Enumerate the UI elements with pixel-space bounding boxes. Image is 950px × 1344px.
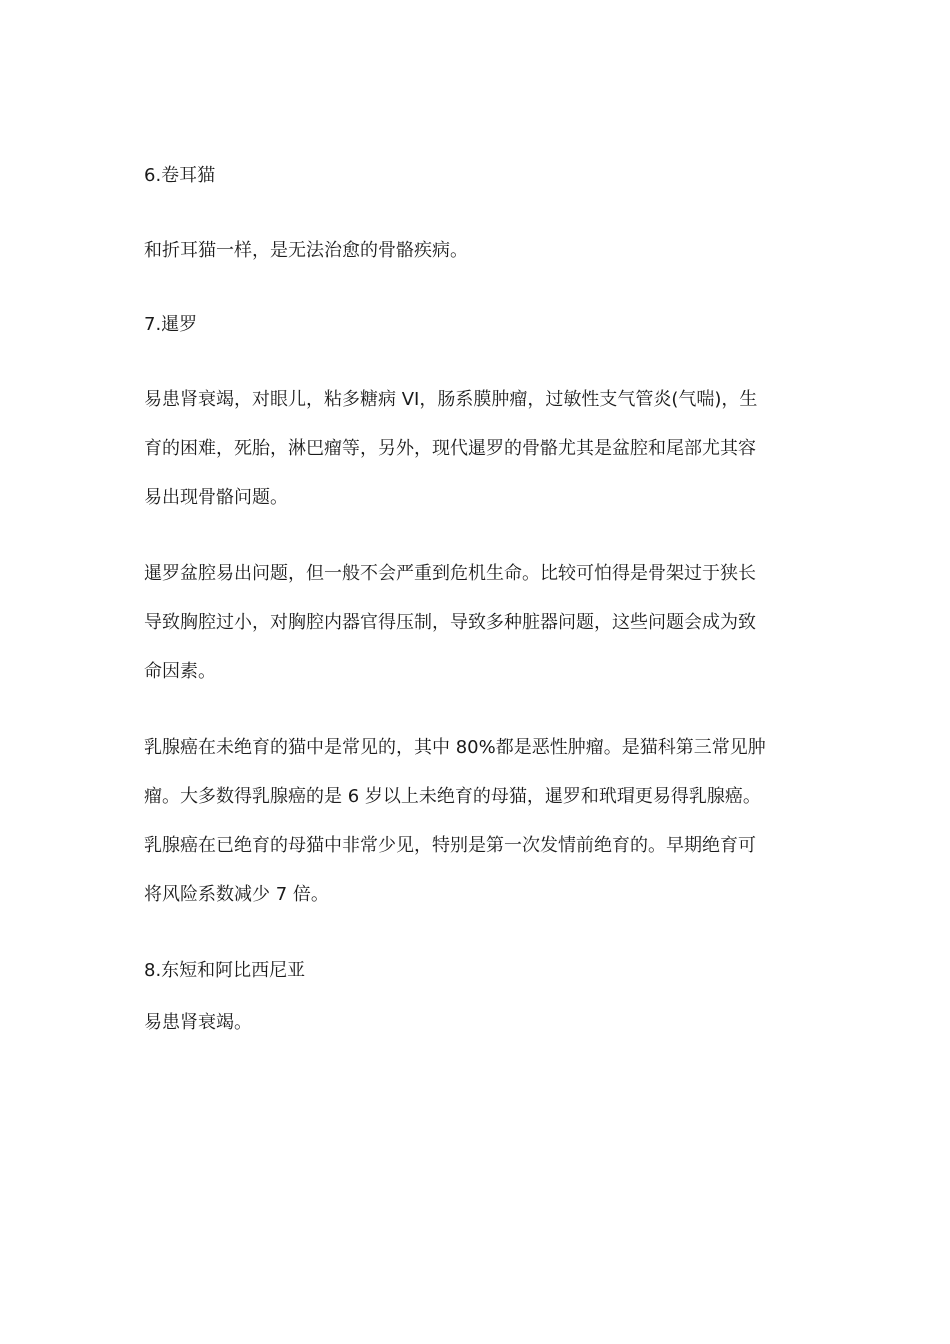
text-line: 乳腺癌在未绝育的猫中是常见的，其中 80%都是恶性肿瘤。是猫科第三常见肿	[144, 737, 766, 758]
text-line: 暹罗盆腔易出问题，但一般不会严重到危机生命。比较可怕得是骨架过于狭长	[144, 563, 756, 584]
heading-siamese	[144, 300, 806, 349]
text-line: 瘤。大多数得乳腺癌的是 6 岁以上未绝育的母猫，暹罗和玳瑁更易得乳腺癌。	[144, 786, 761, 807]
text-line: 导致胸腔过小，对胸腔内器官得压制，导致多种脏器问题，这些问题会成为致	[144, 612, 756, 633]
paragraph-siamese-diseases	[144, 375, 806, 522]
text-line: 8.东短和阿比西尼亚	[144, 960, 306, 981]
text-line: 6.卷耳猫	[144, 165, 216, 186]
text-line: 育的困难，死胎，淋巴瘤等，另外，现代暹罗的骨骼尤其是盆腔和尾部尤其容	[144, 438, 756, 459]
heading-cornish-rex	[144, 151, 806, 200]
text-line: 易患肾衰竭，对眼儿，粘多糖病 VI，肠系膜肿瘤，过敏性支气管炎(气喘)，生	[144, 389, 758, 410]
text-line: 乳腺癌在已绝育的母猫中非常少见，特别是第一次发情前绝育的。早期绝育可	[144, 835, 756, 856]
text-line: 和折耳猫一样，是无法治愈的骨骼疾病。	[144, 240, 468, 261]
paragraph-siamese-skeleton	[144, 549, 806, 696]
text-line: 命因素。	[144, 661, 216, 682]
text-line: 将风险系数减少 7 倍。	[144, 884, 329, 905]
text-line: 易出现骨骼问题。	[144, 487, 288, 508]
text-line: 易患肾衰竭。	[144, 1012, 252, 1033]
paragraph-mammary-cancer	[144, 723, 806, 919]
paragraph-oriental-abyssinian	[144, 998, 806, 1047]
text-line: 7.暹罗	[144, 314, 198, 335]
heading-oriental-abyssinian	[144, 946, 806, 995]
paragraph-cornish-rex	[144, 226, 806, 275]
